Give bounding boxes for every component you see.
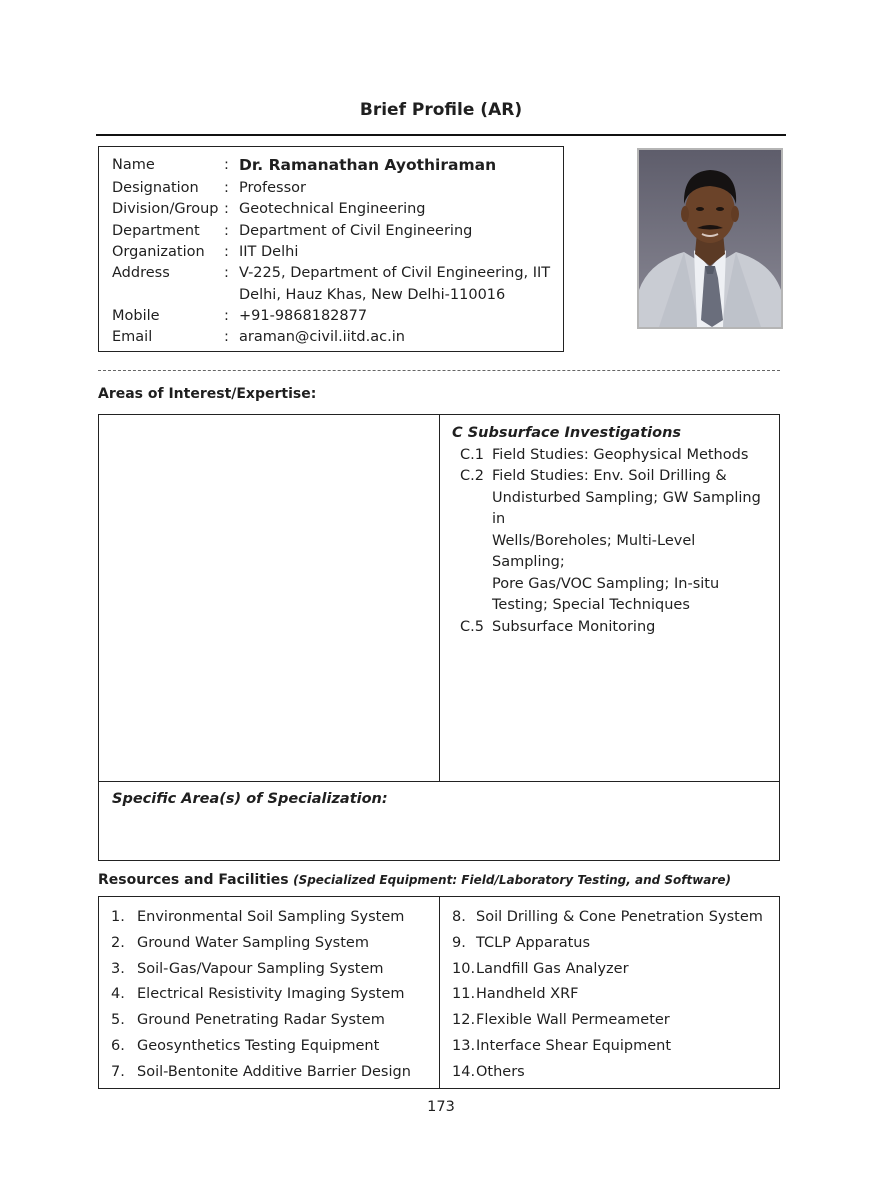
profile-photo [637,148,783,329]
area-item-line: Pore Gas/VOC Sampling; In-situ [492,575,720,592]
area-item-line: Field Studies: Env. Soil Drilling & [492,468,727,484]
list-item [111,1034,411,1060]
info-colon: : [224,157,229,173]
list-item [452,1008,763,1034]
info-value: IIT Delhi [239,244,299,260]
info-colon: : [224,308,229,324]
info-value: V-225, Department of Civil Engineering, IIT [239,265,551,281]
info-colon: : [224,223,229,239]
list-item [111,905,411,931]
list-item-number: 2. [111,934,125,951]
info-colon: : [224,180,229,196]
list-item-text: Soil-Gas/Vapour Sampling System [137,960,384,977]
info-colon: : [224,329,229,345]
info-colon: : [224,201,229,217]
list-item [452,957,763,983]
column-divider [439,897,440,1088]
list-item [111,931,411,957]
specialization-heading: Specific Area(s) of Specialization: [112,791,388,807]
info-colon: : [224,244,229,260]
list-item-number: 13. [452,1037,476,1054]
area-item-line: Testing; Special Techniques [492,597,690,613]
list-item-text: Soil Drilling & Cone Penetration System [476,909,763,925]
info-value: Department of Civil Engineering [239,223,473,239]
info-value-email: araman@civil.iitd.ac.in [239,329,405,345]
area-item-number: C.5 [460,618,484,635]
area-item-number: C.1 [460,446,484,463]
list-item-text: Handheld XRF [476,986,579,1003]
area-item-line: Undisturbed Sampling; GW Sampling in [492,489,761,527]
list-item [111,982,411,1008]
area-item [452,617,772,639]
section-divider [98,370,780,371]
area-item-line: Wells/Boreholes; Multi-Level Sampling; [492,532,696,570]
areas-right-cell [452,423,772,638]
portrait-illustration [639,150,781,327]
info-label: Organization [112,244,205,260]
list-item-number: 4. [111,986,125,1003]
info-label: Name [112,157,155,173]
info-label: Designation [112,180,199,196]
area-item [452,466,772,617]
list-item [111,1008,411,1034]
area-item [452,445,772,467]
list-item-text: Environmental Soil Sampling System [137,909,405,925]
list-item-number: 8. [452,909,466,925]
area-heading-c: C Subsurface Investigations [452,425,682,441]
list-item-number: 9. [452,934,466,951]
info-label: Division/Group [112,201,219,217]
column-divider [439,415,440,781]
list-item-number: 6. [111,1037,125,1054]
list-item [452,905,763,931]
list-item-text: Landfill Gas Analyzer [476,960,629,977]
info-label: Department [112,223,200,239]
list-item-number: 7. [111,1063,125,1080]
info-label: Mobile [112,308,160,324]
list-item-text: Ground Water Sampling System [137,934,369,951]
list-item-text: Interface Shear Equipment [476,1037,672,1054]
list-item-text: Others [476,1063,525,1080]
list-item-text: Electrical Resistivity Imaging System [137,986,405,1003]
list-item-text: TCLP Apparatus [476,934,591,951]
resources-heading-note: (Specialized Equipment: Field/Laboratory Testing, and Software) [293,873,731,887]
list-item-number: 10. [452,960,476,977]
resources-heading-text: Resources and Facilities [98,872,289,888]
list-item-number: 1. [111,909,125,925]
list-item [452,982,763,1008]
page-title: Brief Profile (AR) [359,100,523,120]
area-item-line: Subsurface Monitoring [492,618,656,635]
specialization-box [98,781,780,861]
list-item-number: 12. [452,1012,476,1029]
info-label: Address [112,265,170,281]
areas-heading: Areas of Interest/Expertise: [98,386,317,402]
areas-table [98,414,780,782]
list-item [111,957,411,983]
list-item [111,1060,411,1086]
title-rule [96,134,786,136]
list-item-number: 11. [452,986,476,1003]
list-item [452,931,763,957]
list-item-text: Soil-Bentonite Additive Barrier Design [137,1063,411,1080]
info-value: Delhi, Hauz Khas, New Delhi-110016 [239,287,506,303]
list-item-number: 5. [111,1012,125,1029]
list-item-text: Flexible Wall Permeameter [476,1012,670,1029]
resources-right-column [452,905,763,1086]
area-item-line: Field Studies: Geophysical Methods [492,446,749,463]
profile-info-box [98,146,564,352]
list-item [452,1034,763,1060]
list-item-number: 14. [452,1063,476,1080]
resources-table [98,896,780,1089]
info-value-name: Dr. Ramanathan Ayothiraman [239,156,497,174]
resources-heading [98,872,731,888]
list-item-text: Geosynthetics Testing Equipment [137,1037,380,1054]
list-item-number: 3. [111,960,125,977]
info-value: Geotechnical Engineering [239,201,426,217]
info-label: Email [112,329,153,345]
area-item-number: C.2 [460,468,484,484]
list-item-text: Ground Penetrating Radar System [137,1012,385,1029]
list-item [452,1060,763,1086]
resources-left-column [111,905,411,1086]
info-value: Professor [239,180,306,196]
info-colon: : [224,265,229,281]
page-number: 173 [427,1099,455,1115]
info-value: +91-9868182877 [239,308,368,324]
